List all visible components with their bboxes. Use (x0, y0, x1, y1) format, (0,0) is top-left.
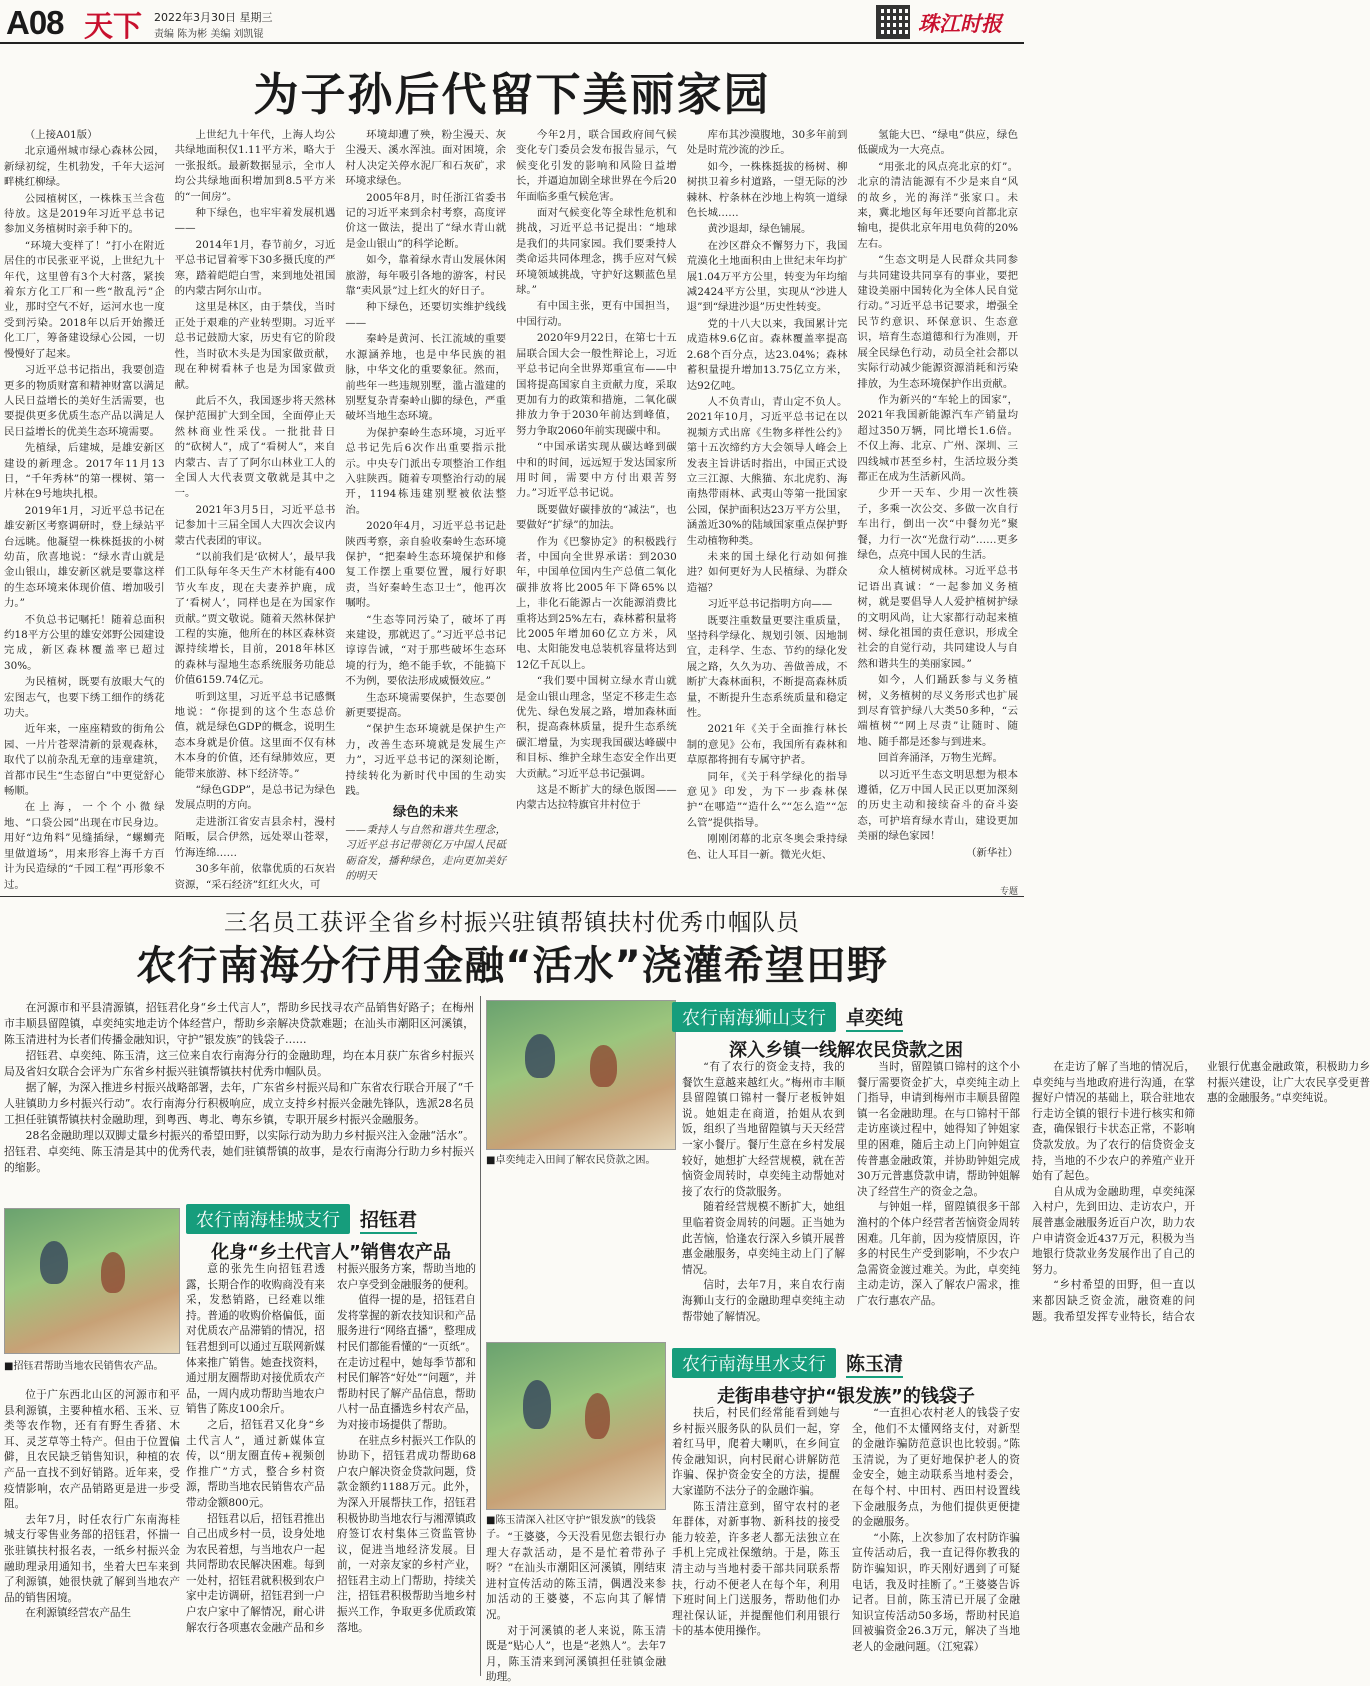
paragraph: 位于广东西北山区的河源市和平县利源镇，主要种植水稻、玉米、豆类等农作物，还有有野生香猪、木耳、灵芝草等土特产。但由于位置偏僻，且农民缺乏销售知识，种植的农产品一直找不到好销路。近年来，受疫情影响，农产品销路更是进一步受阻。 (4, 1389, 180, 1511)
paragraph: 意的张先生向招钰君透露，长期合作的收购商没有来采，发愁销路，已经难以维持。普通的收购价格偏低，面对优质农产品滞销的情况，招钰君想到可以通过互联网新媒体来推广销售。她查找资料，通过朋友圈帮助对接优质农产品，一周内成功帮助当地农户销售了陈皮100余斤。 (186, 1263, 325, 1416)
paragraph: 以习近平生态文明思想为根本遵循，亿万中国人民正以更加深刻的历史主动和接续奋斗的奋斗姿态，可护培育绿水青山，建设更加美丽的绿色家园！ (857, 768, 1019, 843)
paragraph: 环境却遭了殃，粉尘漫天、灰尘漫天、溪水浑浊。面对困境，余村人决定关停水泥厂和石灰矿，求环境求绿色。 (345, 129, 507, 188)
paragraph: 值得一提的是，招钰君自发将掌握的新农技知识和产品服务进行“网络直播”，整理成村民们都能看懂的“一页纸”。在走访过程中，她每季节都和村民们解答“好处”“问题”，并帮助村民了解产品信息，帮助八村一品直播选乡村农产品，为对接市场提供了帮助。 (337, 1294, 476, 1431)
paragraph: 既要注重数量更要注重质量，坚持科学绿化、规划引领、因地制宜，走科学、生态、节约的绿化发展之路，久久为功、善做善成，不断扩大森林面积，不断提高森林质量，不断提升生态系统质量和稳定性。 (686, 614, 848, 720)
profile-subtitle: 走街串巷守护“银发族”的钱袋子 (717, 1386, 975, 1407)
photo-caption: ■卓奕纯走入田间了解农民贷款之困。 (486, 1155, 656, 1166)
paragraph: 2020年4月，习近平总书记赴陕西考察，亲自验收秦岭生态环境保护，“把秦岭生态环境保护和修复工作摆上重要位置，履行好职责，当好秦岭生态卫士”，他再次嘱咐。 (345, 520, 507, 610)
paragraph: 随着经营规模不断扩大，她组里临着资金周转的问题。正当她为此苦恼，恰逢农行深入乡镇开展普惠金融服务，卓奕纯主动上门了解情况。 (682, 1201, 845, 1276)
paragraph: 在河源市和平县清源镇，招钰君化身“乡土代言人”，帮助乡民找寻农产品销售好路子；在梅州市丰顺县留隍镇，卓奕纯实地走访个体经营户，帮助乡亲解决贷款难题；在汕头市潮阳区河溪镇，陈玉清进村为长者们传播金融知识，守护“银发族”的钱袋子…… (4, 1001, 474, 1046)
person-name: 卓奕纯 (846, 1003, 903, 1032)
paragraph: 生态环境需要保护，生态要创新更要提高。 (345, 691, 507, 720)
paragraph: 30多年前，依靠优质的石灰岩资源，“采石经济”红红火火，可 (174, 863, 336, 891)
masthead (0, 0, 1024, 44)
byline: （新华社） (966, 846, 1019, 859)
story1-col-6 (857, 128, 1018, 880)
paragraph: “用张北的风点亮北京的灯”。北京的清洁能源有不少是来自“风的故乡，光的海洋”张家口。未来，冀北地区每年还要向首都北京输电，提供北京年用电负荷的20%左右。 (857, 160, 1019, 250)
paragraph: 当时，留隍镇口锦村的这个小餐厅需要资金扩大，卓奕纯主动上门指导，申请到梅州市丰顺县留隍镇一名金融助理。在与口锦村干部走访座谈过程中，她得知了钟姐家里的困难，随后主动上门向钟姐宣传普惠金融政策，并协助钟姐完成30万元普惠贷款申请，帮助钟姐解决了经营生产的资金之急。 (857, 1061, 1020, 1198)
paragraph: “生态文明是人民群众共同参与共同建设共同享有的事业，要把建设美丽中国转化为全体人民自觉行动。”习近平总书记要求，增强全民节约意识、环保意识、生态意识，培育生态道德和行为准则，开展全民绿色行动，动员全社会都以实际行动减少能源资源消耗和污染排放，为生态环境保护作出贡献。 (857, 254, 1019, 390)
issue-date: 2022年3月30日 星期三 (154, 11, 273, 24)
paragraph: 众人植树树成林。习近平总书记语出真诚：“一起参加义务植树，就是要倡导人人爱护植树护绿的文明风尚，让大家都行动起来植树、绿化祖国的责任意识，形成全社会的自觉行动，共同建设人与自然和谐共生的美丽家园。” (857, 565, 1019, 670)
paragraph: 北京通州城市绿心森林公园，新绿初绽，生机勃发，千年大运河畔桃红柳绿。 (4, 145, 165, 189)
paragraph: 去年7月，时任农行广东南海桂城支行零售业务部的招钰君，怀揣一张驻镇扶村报名表，一纸乡村振兴金融助理录用通知书，坐着大巴车来到了利源镇，她很快就了解到当地农产品的销售困境。 (4, 1513, 180, 1604)
paragraph: 库布其沙漠腹地，30多年前到处是时荒沙流的沙丘。 (686, 129, 848, 157)
story2-headline: 农行南海分行用金融“活水”浇灌希望田野 (136, 943, 888, 989)
story2-kicker: 三名员工获评全省乡村振兴驻镇帮镇扶村优秀巾帼队员 (224, 910, 800, 936)
paragraph: 2019年1月，习近平总书记在雄安新区考察调研时，登上绿站平台远眺。他凝望一株株挺拔的小树幼苗，欣喜地说：“绿水青山就是金山银山，雄安新区就是要靠这样的生态环境来体现价值、增加吸引力。” (4, 504, 165, 610)
paragraph: 面对气候变化等全球性危机和挑战，习近平总书记提出：“地球是我们的共同家园。我们要秉持人类命运共同体理念，携手应对气候环境领域挑战，守护好这颗蓝色星球。” (516, 207, 677, 297)
paragraph: 种下绿色，还要切实维护线线—— (345, 301, 507, 329)
paragraph: 党的十八大以来，我国累计完成造林9.6亿亩。森林覆盖率提高2.68个百分点，达23.04%；森林蓄积量提升增加13.75亿立方米，达92亿吨。 (686, 317, 848, 392)
paragraph: 在驻点乡村振兴工作队的协助下，招钰君成功帮助68户农户解决资金贷款问题，贷款金额约1188万元。此外，为深入开展帮扶工作，招钰君积极协助当地农行与湘潭镇政府签订农村集体三资监管协议，促进当地经济发展。目前，一对亲友家的乡村产业，招钰君主动上门帮助，持续关注，招钰君积极帮助当地乡村振兴工作，争取更多优质政策落地。 (337, 1434, 476, 1634)
paragraph: “小陈，上次参加了农村防诈骗宣传活动后，我一直记得你教我的防诈骗知识，昨天刚好遇到了可疑电话，我及时挂断了。”王婆婆告诉记者。目前，陈玉清已开展了金融知识宣传活动50多场，帮助村民追回被骗资金26.3万元，解决了当地老人的金融问题。（江宛霖） (852, 1531, 1020, 1653)
story1-col-3 (345, 128, 507, 883)
story1-columns (4, 128, 1019, 891)
pull-quote: ——秉持人与自然和谐共生理念，习近平总书记带领亿万中国人民砥砺奋发，播种绿色，走向更加美好的明天 (345, 823, 507, 883)
paragraph: 氢能大巴、“绿电”供应，绿色低碳成为一大亮点。 (857, 129, 1019, 157)
paragraph: 有中国主张，更有中国担当，中国行动。 (516, 300, 677, 328)
paragraph: “中国承诺实现从碳达峰到碳中和的时间，远远短于发达国家所用时间，需要中方付出艰苦努力。”习近平总书记说。 (516, 441, 677, 500)
paragraph: “有了农行的资金支持，我的餐饮生意越来越红火。”梅州市丰顺县留隍镇口锦村一餐厅老板钟姐说。她姐走在商道，抬姐从农到饭，组织了当地留隍镇与天天经营一家小餐厅。餐厅生意在乡村发展较好，她想扩大经营规模，就在苦恼资金周转时，卓奕纯主动帮她对接了农行的贷款服务。 (682, 1061, 845, 1198)
section-tag: 专题 (999, 887, 1018, 897)
paragraph: “一直担心农村老人的钱袋子安全，他们不太懂网络支付，对新型的金融诈骗防范意识也比较弱。”陈玉清说，为了更好地保护老人的资金安全，她主动联系当地村委会，在每个村、中田村、西田村设置线下金融服务点，为他们提供更便捷的金融服务。 (852, 1407, 1020, 1529)
paragraph: 招钰君以后，招钰君推出自己出成乡村一员，设身处地为农民着想，与当地农户一起共同帮助农民解决困难。每到一处村，招钰君就积极到农户家中走访调研，招钰君到一户户农户家中了解情况，耐心讲解农行各项惠农金融产品和乡村振兴服务方案，帮助当地的农户享受到金融服务的便利。 (186, 1263, 476, 1634)
profile-banner-zhao (186, 1204, 417, 1234)
column-rule (480, 996, 481, 1676)
branch-label: 农行南海狮山支行 (672, 1002, 836, 1032)
branch-label: 农行南海桂城支行 (186, 1204, 350, 1234)
paragraph: 少开一天车、少用一次性筷子，多乘一次公交、多做一次自行车出行，倒出一次“中餐勿光”聚餐，力行一次“光盘行动”……更多绿色，点亮中国人民的生活。 (857, 487, 1019, 561)
paragraph: 习近平总书记指明方向—— (707, 598, 833, 611)
photo-zhao-yujun (4, 1208, 180, 1354)
paragraph: 走进浙江省安吉县余村，漫村陌畈，层合伊然，远处翠山苍翠，竹海连绵…… (174, 815, 336, 859)
paragraph: 这里是林区，由于禁伐，当时正处于艰难的产业转型期。习近平总书记鼓励大家，历史有它的阶段性，当时砍木头是为国家做贡献，现在种树看林子也是为国家做贡献。 (174, 301, 336, 391)
profile-text-zhuo (682, 1060, 1370, 1330)
paragraph: 未来的国土绿化行动如何推进？如何更好为人民植绿、为群众造福？ (686, 550, 848, 594)
paragraph: 之后，招钰君又化身“乡土代言人”，通过新媒体宣传，以“朋友圈直传+视频创作推广”方式，整合乡村资源，帮助当地农民销售农产品带动金额800元。 (186, 1418, 325, 1509)
paragraph: 在上海，一个个小微绿地、“口袋公园”出现在市民身边。用好“边角料”见缝插绿，“螺蛳壳里做道场”，用来形容上海千方百计为民造绿的“千园工程”再形象不过。 (4, 801, 165, 891)
profile-banner-chen (672, 1348, 903, 1378)
profile-text-chen (672, 1406, 1020, 1678)
profile-text-zhao-left (4, 1388, 180, 1678)
paragraph: 先植绿，后建城，是雄安新区建设的新理念。2017年11月13日，“千年秀林”的第一棵树、第一片林在9号地块扎根。 (4, 442, 165, 501)
story1-col-5 (687, 128, 848, 880)
branch-label: 农行南海里水支行 (672, 1348, 836, 1378)
paragraph: 如今，靠着绿水青山发展休闲旅游，每年吸引各地的游客，村民靠“卖风景”过上红火的好日子。 (345, 254, 507, 298)
paragraph: （上接A01版） (24, 129, 98, 141)
photo-caption: ■招钰君帮助当地农民销售农产品。 (4, 1361, 164, 1372)
paragraph: 2021年3月5日，习近平总书记参加十三届全国人大四次会议内蒙古代表团的审议。 (174, 503, 336, 547)
paragraph: 招钰君、卓奕纯、陈玉清，这三位来自农行南海分行的金融助理，均在本月获广东省乡村振兴局及省妇女联合会评为广东省乡村振兴驻镇帮镇扶村优秀巾帼队员。 (4, 1049, 474, 1078)
paragraph: 秦岭是黄河、长江流域的重要水源涵养地，也是中华民族的祖脉，中华文化的重要象征。然而，前些年一些违规别墅，滥占滥建的别墅复杂青秦岭山脚的绿色，严重破坏当地生态环境。 (345, 333, 507, 423)
paragraph: 2021年《关于全面推行林长制的意见》公布，我国所有森林和草原都将拥有专属守护者。 (686, 723, 848, 767)
paragraph: 作为《巴黎协定》的积极践行者，中国向全世界承诺：到2030年，中国单位国内生产总值二氧化碳排放将比2005年下降65%以上，非化石能源占一次能源消费比重将达到25%左右，森林蓄积量将比2005年增加60亿立方米，风电、太阳能发电总装机容量将达到12亿千瓦以上。 (516, 535, 677, 671)
profile-subtitle: 深入乡镇一线解农民贷款之困 (729, 1040, 963, 1061)
paragraph: 种下绿色，也牢牢着发展机遇—— (174, 207, 336, 235)
paragraph: 为民植树，既要有放眼大气的宏图志气，也要下绣工细作的绣花功夫。 (4, 676, 165, 720)
paragraph: 对于河溪镇的老人来说，陈玉清既是“贴心人”，也是“老熟人”。去年7月，陈玉清来到河溪镇担任驻镇金融助理。 (486, 1624, 666, 1684)
profile-subtitle: 化身“乡土代言人”销售农产品 (211, 1242, 451, 1263)
paragraph: 2005年8月，时任浙江省委书记的习近平来到余村考察，高度评价这一做法，提出了“绿水青山就是金山银山”的科学论断。 (345, 191, 507, 250)
paragraph: 不负总书记嘱托！随着总面积约18平方公里的雄安郊野公园建设完成，新区森林覆盖率已超过30%。 (4, 613, 165, 672)
paragraph: 今年2月，联合国政府间气候变化专门委员会发布报告显示，气候变化引发的影响和风险日益增长，并逼迫加剧全球世界在今后20年面临多重气候危害。 (516, 129, 677, 203)
profile-text-chen-left (486, 1530, 666, 1684)
editor-credits: 责编 陈为彬 美编 刘凯锟 (154, 29, 264, 40)
paragraph: 此后不久，我国逐步将天然林保护范围扩大到全国，全面停止天然林商业性采伐。一批批昔日的“砍树人”，成了“看树人”，来自内蒙古、吉了了阿尔山林业工人的全国人大代表贾文敬就是其中之一。 (174, 394, 336, 500)
profile-text-zhao (186, 1262, 476, 1678)
main-headline: 为子孙后代留下美丽家园 (253, 68, 771, 121)
subheading: 绿色的未来 (393, 805, 459, 821)
section-title: 天下 (84, 9, 143, 43)
photo-zhuo-yichun (486, 1000, 676, 1150)
paragraph: 在沙区群众不懈努力下，我国荒漠化土地面积由上世纪末年均扩展1.04万平方公里，转变为年均缩减2424平方公里，实现从“沙进人退”到“绿进沙退”历史性转变。 (686, 239, 848, 314)
paragraph: 陈玉清注意到，留守农村的老年群体，对新事物、新科技的接受能力较差，许多老人都无法独立在手机上完成社保缴纳。于是，陈玉清主动与当地村委干部共同联系帮扶，行动不便老人在每个年，利用下班时间上门送服务，帮助他们办理社保认证，并提醒他们利用银行卡的基本使用操作。 (672, 1500, 840, 1638)
newspaper-logo: 珠江时报 (918, 11, 1002, 36)
page-number: A08 (6, 4, 64, 41)
paragraph: 既要做好碳排放的“减法”，也要做好“扩绿”的加法。 (516, 503, 677, 532)
photo-chen-yuqing (486, 1342, 666, 1510)
paragraph: 扶后，村民们经常能看到她与乡村振兴服务队的队员们一起，穿着红马甲，爬着大喇叭，在乡间宣传金融知识，向村民耐心讲解防范诈骗、保护资金安全的方法，提醒大家谨防不法分子的金融诈骗。 (672, 1407, 840, 1497)
person-name: 招钰君 (360, 1205, 417, 1234)
paragraph: 如今，一株株挺拔的杨树、柳树拱卫着乡村道路，一望无际的沙棘林、柠条林在沙地上构筑一道绿色长城…… (686, 160, 848, 220)
paragraph: “绿色GDP”，是总书记为绿色发展点明的方向。 (174, 784, 336, 812)
paragraph: 信时，去年7月，来自农行南海狮山支行的金融助理卓奕纯主动帮带她了解情况。 (682, 1279, 845, 1323)
story1-col-4 (516, 128, 677, 880)
paragraph: 如今，人们踊跃参与义务植树，义务植树的尽义务形式也扩展到尽育管护绿八大类50多种，“云端植树”“网上尽责”让随时、随地、随手都是还参与到进来。 (857, 674, 1019, 748)
paragraph: “王婆婆，今天没看见您去银行办理大存款活动，是不是忙着带孙子呀？”在汕头市潮阳区河溪镇，刚结束进村宣传活动的陈玉清，偶遇没来参加活动的王婆婆，不忘向其了解情况。 (486, 1531, 666, 1621)
person-name: 陈玉清 (846, 1349, 903, 1378)
paragraph: “生态等同污染了，破坏了再来建设，那就迟了。”习近平总书记谆谆告诫，“对于那些破坏生态环境的行为，绝不能手软，不能搞下不为例，要依法形成威慑效应。” (345, 613, 507, 688)
paragraph: 为保护秦岭生态环境，习近平总书记先后6次作出重要指示批示。中央专门派出专项整治工作组入驻陕西。随着专项整治行动的展开，1194栋违建别墅被依法整治。 (345, 426, 507, 516)
paragraph: 黄沙退却，绿色铺展。 (707, 223, 812, 236)
story-divider (0, 896, 1024, 897)
paragraph: “环境大变样了！”打小在附近居住的市民张亚平说，上世纪九十年代，这里曾有3个大村落，紧挨着东方化工厂和一些“散乱污”企业，那时空气不好，运河水也一度受到污染。2018年以后开始搬迁化工厂，筹备建设绿心公园，一切慢慢好了起来。 (4, 239, 165, 360)
paragraph: “以前我们是‘砍树人’，最早我们工队每年冬天生产木材能有400节火车皮，现在夫妻养护鹿，成了‘看树人’，同样也是在为国家作贡献。”贾文敬说。随着天然林保护工程的实施，他所在的林区森林资源持续增长，目前，2018年林区的森林与湿地生态系统服务功能总价值6159.74亿元。 (174, 550, 336, 687)
paragraph: 作为新兴的“车轮上的国家”，2021年我国新能源汽车产销量均超过350万辆，同比增长1.6倍。不仅上海、北京、广州、深圳、三四线城市甚至乡村，生活垃圾分类都正在成为生活新风尚。 (857, 393, 1019, 483)
paragraph: “乡村希望的田野，但一直以来都因缺乏资金流，融资难的问题。我希望发挥专业特长，结合农业银行优惠金融政策，积极助力乡村振兴建设，让广大农民享受更普惠的金融服务。”卓奕纯说。 (1032, 1061, 1370, 1323)
paragraph: 同年，《关于科学绿化的指导意见》印发，为下一步森林保护“在哪造”“造什么”“怎么造”“怎么管”提供指导。 (686, 770, 848, 829)
photo-caption: ■陈玉清深入社区守护“银发族”的钱袋子。 (486, 1515, 656, 1540)
paragraph: 人不负青山，青山定不负人。2021年10月，习近平总书记在以视频方式出席《生物多样性公约》第十五次缔约方大会领导人峰会上发表主旨讲话时指出，中国正式设立三江源、大熊猫、东北虎豹、海南热带雨林、武夷山等第一批国家公园，保护面积达23万平方公里，涵盖近30%的陆域国家重点保护野生动植物种类。 (686, 395, 848, 547)
story2-lead (4, 1000, 474, 1176)
paragraph: “我们要中国树立绿水青山就是金山银山理念，坚定不移走生态优先、绿色发展之路，增加森林面积，提高森林质量，提升生态系统碳汇增量，为实现我国碳达峰碳中和目标、维护全球生态安全作出更大贡献。”习近平总书记强调。 (516, 675, 677, 780)
story1-col-1 (4, 128, 165, 891)
paragraph: 自从成为金融助理，卓奕纯深入村户，先到田边、走访农户，开展普惠金融服务近百户次，助力农户申请资金近437万元，积极为当地银行贷款业务发展作出了自己的努力。 (1032, 1185, 1195, 1276)
paragraph: 2020年9月22日，在第七十五届联合国大会一般性辩论上，习近平总书记向全世界郑重宣布——中国将提高国家自主贡献力度，采取更加有力的政策和措施，二氧化碳排放力争于2030年前达到峰值，努力争取2060年前实现碳中和。 (516, 332, 677, 437)
paragraph: 习近平总书记指出，我要创造更多的物质财富和精神财富以满足人民日益增长的美好生活需要，也要提供更多优质生态产品以满足人民日益增长的优美生态环境需要。 (4, 364, 165, 438)
paragraph: 在走访了解了当地的情况后，卓奕纯与当地政府进行沟通，在掌握好户情况的基础上，联合驻地农行走访全镇的银行卡进行核实和筛查，确保银行卡状态正常，不影响贷款发放。为了农行的信贷资金支持，当地的不少农户的养殖产业开始有了起色。 (1032, 1061, 1195, 1183)
paragraph: 近年来，一座座精致的街角公园、一片片苍翠清新的景观森林，取代了以前杂乱无章的违章建筑，首都市民生“生态留白”中更觉舒心畅顺。 (4, 723, 165, 798)
paragraph: “保护生态环境就是保护生产力，改善生态环境就是发展生产力”，习近平总书记的深刻论断，持续转化为新时代中国的生动实践。 (345, 723, 507, 798)
paragraph: 28名金融助理以双脚丈量乡村振兴的希望田野，以实际行动为助力乡村振兴注入金融“活水”。招钰君、卓奕纯、陈玉清是其中的优秀代表，她们驻镇帮镇的故事，是农行南海分行助力乡村振兴的缩影。 (4, 1129, 474, 1174)
paragraph: 刚刚闭幕的北京冬奥会秉持绿色、让人耳目一新。微光火炬、 (686, 833, 848, 861)
paragraph: 回首奔涌泽，万物生光辉。 (878, 752, 1003, 765)
paragraph: 与钟姐一样，留隍镇很多干部渔村的个体户经营者苦恼资金周转困难。几年前，因为疫情原因，许多的村民生产受到影响，不少农户急需资金渡过难关。为此，卓奕纯主动走访，深入了解农户需求，推广农行惠农产品。 (857, 1201, 1020, 1307)
paragraph: 听到这里，习近平总书记感慨地说：“你提到的这个生态总价值，就是绿色GDP的概念，说明生态本身就是价值。这里面不仅有林木本身的价值，还有绿肺效应，更能带来旅游、林下经济等。” (174, 690, 336, 780)
paragraph: 在利源镇经营农产品生 (25, 1607, 132, 1620)
paragraph: 上世纪九十年代，上海人均公共绿地面积仅1.11平方米，略大于一张报纸。最新数据显示，全市人均公共绿地面积增加到8.5平方米的“一间房”。 (174, 129, 336, 203)
paragraph: 2014年1月，春节前夕，习近平总书记冒着零下30多摄氏度的严寒，踏着皑皑白雪，来到地处祖国的内蒙古阿尔山市。 (174, 238, 336, 298)
story1-col-2 (174, 128, 336, 891)
paragraph: 公园植树区，一株株玉兰含苞待放。这是2019年习近平总书记参加义务植树时亲手种下的。 (4, 192, 165, 236)
qr-code-icon (876, 5, 910, 39)
profile-banner-zhuo (672, 1002, 903, 1032)
paragraph: 据了解，为深入推进乡村振兴战略部署，去年，广东省乡村振兴局和广东省农行联合开展了“千人驻镇助力乡村振兴行动”。农行南海分行积极响应，成立支持乡村振兴金融先锋队，选派28名员工担任驻镇帮镇扶村金融助理，到粤西、粤北、粤东乡镇，专职开展乡村振兴金融服务。 (4, 1081, 474, 1126)
paragraph: 这是不断扩大的绿色版图——内蒙古达拉特旗官井村位于 (516, 784, 677, 812)
